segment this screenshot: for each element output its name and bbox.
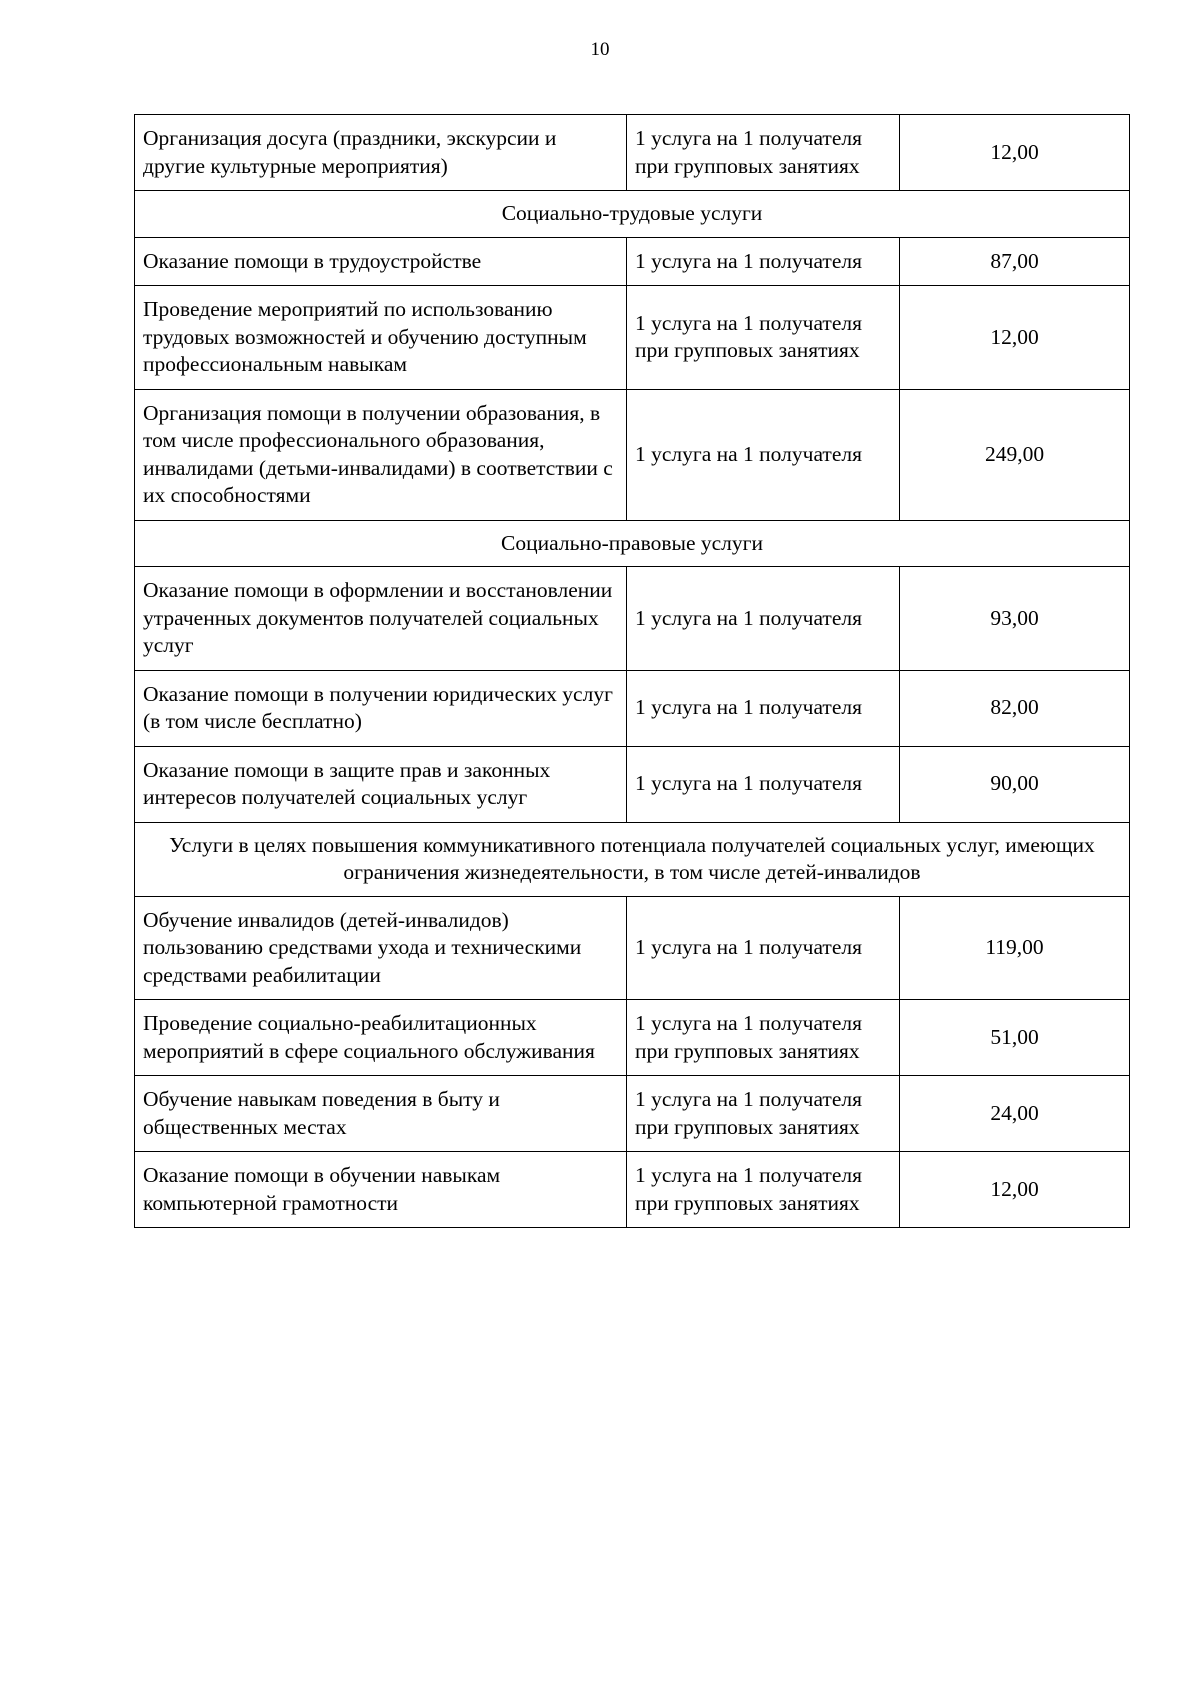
service-price-cell: 119,00 xyxy=(900,896,1130,1000)
service-unit-cell: 1 услуга на 1 получателя при групповых занятиях xyxy=(627,115,900,191)
service-price-cell: 249,00 xyxy=(900,389,1130,520)
service-name-cell: Организация досуга (праздники, экскурсии и другие культурные мероприятия) xyxy=(135,115,627,191)
service-unit-cell: 1 услуга на 1 получателя при групповых занятиях xyxy=(627,1000,900,1076)
service-name-cell: Проведение мероприятий по использованию трудовых возможностей и обучению доступным профессиональным навыкам xyxy=(135,286,627,390)
table-row xyxy=(135,1000,1130,1076)
table-row xyxy=(135,237,1130,286)
section-header-row xyxy=(135,520,1130,567)
service-name-cell: Оказание помощи в защите прав и законных интересов получателей социальных услуг xyxy=(135,746,627,822)
service-price-cell: 82,00 xyxy=(900,670,1130,746)
table-row xyxy=(135,286,1130,390)
service-price-cell: 51,00 xyxy=(900,1000,1130,1076)
section-header-row xyxy=(135,191,1130,238)
service-name-cell: Оказание помощи в обучении навыкам компьютерной грамотности xyxy=(135,1152,627,1228)
page-number: 10 xyxy=(590,39,610,60)
table-row xyxy=(135,746,1130,822)
service-unit-cell: 1 услуга на 1 получателя xyxy=(627,896,900,1000)
table-row xyxy=(135,115,1130,191)
service-unit-cell: 1 услуга на 1 получателя при групповых занятиях xyxy=(627,1076,900,1152)
service-name-cell: Проведение социально-реабилитационных мероприятий в сфере социального обслуживания xyxy=(135,1000,627,1076)
service-price-cell: 24,00 xyxy=(900,1076,1130,1152)
service-unit-cell: 1 услуга на 1 получателя при групповых занятиях xyxy=(627,1152,900,1228)
table-row xyxy=(135,896,1130,1000)
service-price-cell: 87,00 xyxy=(900,237,1130,286)
service-name-cell: Оказание помощи в получении юридических услуг (в том числе бесплатно) xyxy=(135,670,627,746)
service-unit-cell: 1 услуга на 1 получателя xyxy=(627,670,900,746)
service-unit-cell: 1 услуга на 1 получателя xyxy=(627,567,900,671)
service-unit-cell: 1 услуга на 1 получателя xyxy=(627,389,900,520)
section-title: Социально-правовые услуги xyxy=(135,520,1130,567)
table-row xyxy=(135,567,1130,671)
service-name-cell: Оказание помощи в трудоустройстве xyxy=(135,237,627,286)
service-unit-cell: 1 услуга на 1 получателя xyxy=(627,746,900,822)
service-unit-cell: 1 услуга на 1 получателя при групповых занятиях xyxy=(627,286,900,390)
section-header-row xyxy=(135,822,1130,896)
service-name-cell: Оказание помощи в оформлении и восстановлении утраченных документов получателей социальных услуг xyxy=(135,567,627,671)
table-row xyxy=(135,1076,1130,1152)
service-price-cell: 93,00 xyxy=(900,567,1130,671)
table-row xyxy=(135,1152,1130,1228)
tariff-table xyxy=(134,114,1130,1228)
table-row xyxy=(135,389,1130,520)
service-price-cell: 12,00 xyxy=(900,286,1130,390)
tariff-table-body xyxy=(135,115,1130,1228)
service-name-cell: Обучение инвалидов (детей-инвалидов) пользованию средствами ухода и техническими средствами реабилитации xyxy=(135,896,627,1000)
section-title: Социально-трудовые услуги xyxy=(135,191,1130,238)
service-price-cell: 90,00 xyxy=(900,746,1130,822)
section-title: Услуги в целях повышения коммуникативного потенциала получателей социальных услуг, имеющих ограничения жизнедеятельности, в том числе детей-инвалидов xyxy=(135,822,1130,896)
service-name-cell: Обучение навыкам поведения в быту и общественных местах xyxy=(135,1076,627,1152)
service-price-cell: 12,00 xyxy=(900,115,1130,191)
service-price-cell: 12,00 xyxy=(900,1152,1130,1228)
service-unit-cell: 1 услуга на 1 получателя xyxy=(627,237,900,286)
table-row xyxy=(135,670,1130,746)
service-name-cell: Организация помощи в получении образования, в том числе профессионального образования, инвалидами (детьми-инвалидами) в соответствии с их способностями xyxy=(135,389,627,520)
